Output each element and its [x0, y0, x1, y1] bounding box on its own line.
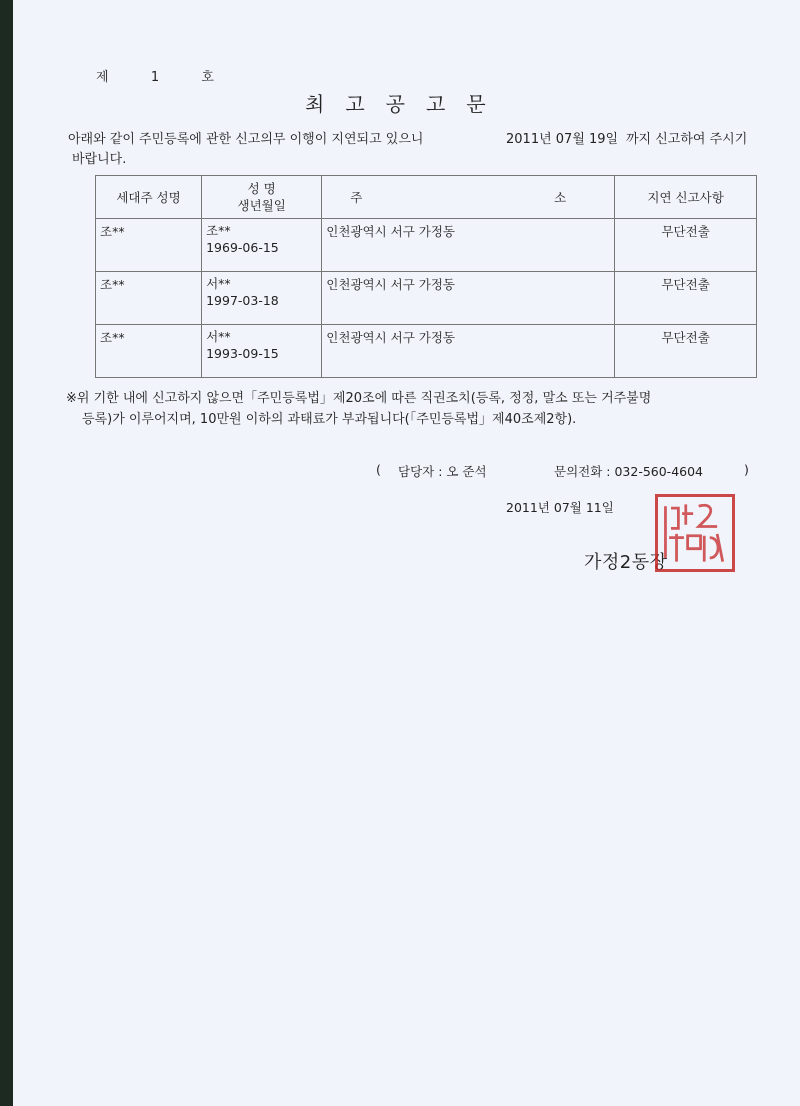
cell-status: 무단전출 — [615, 219, 757, 272]
cell-status: 무단전출 — [615, 325, 757, 378]
cell-name-birth — [202, 272, 322, 325]
document-title: 최고공고문 — [305, 92, 507, 116]
legal-notice — [66, 388, 766, 430]
intro-paragraph — [68, 130, 768, 170]
cell-status: 무단전출 — [615, 272, 757, 325]
header-address-1: 주 — [350, 190, 363, 205]
cell-address: 인천광역시 서구 가정동 — [322, 272, 615, 325]
seal-graphic — [658, 497, 732, 569]
header-name: 성 명 — [247, 181, 276, 196]
intro-tail: 까지 신고하여 주시기 — [626, 132, 748, 147]
doc-number-value: 1 — [150, 70, 160, 85]
cell-address: 인천광역시 서구 가정동 — [322, 325, 615, 378]
document-number — [96, 66, 214, 85]
header-address-2: 소 — [554, 190, 567, 205]
intro-line1: 아래와 같이 주민등록에 관한 신고의무 이행이 지연되고 있으니 — [68, 132, 424, 147]
table-header-row — [96, 176, 757, 219]
deadline-date: 2011년 07월 19일 — [506, 132, 619, 147]
cell-birth: 1997-03-18 — [206, 293, 279, 308]
official-seal-icon — [655, 494, 735, 572]
header-name-birth — [202, 176, 322, 219]
header-status: 지연 신고사항 — [615, 176, 757, 219]
table-row — [96, 272, 757, 325]
cell-householder: 조** — [96, 272, 202, 325]
cell-name-birth — [202, 325, 322, 378]
doc-number-suffix: 호 — [201, 70, 214, 85]
header-address — [322, 176, 615, 219]
contact-phone: 문의전화 : 032-560-4604 — [554, 464, 704, 479]
doc-number-prefix: 제 — [96, 70, 109, 85]
intro-line2: 바랍니다. — [72, 152, 127, 167]
table-row — [96, 325, 757, 378]
scan-edge — [0, 0, 13, 1106]
cell-birth: 1969-06-15 — [206, 240, 279, 255]
cell-name: 서** — [206, 329, 231, 344]
cell-name: 서** — [206, 276, 231, 291]
records-table — [95, 175, 757, 378]
cell-householder: 조** — [96, 219, 202, 272]
notice-line2: 등록)가 이루어지며, 10만원 이하의 과태료가 부과됩니다(「주민등록법」제40조제2항). — [82, 412, 577, 427]
header-birth: 생년월일 — [237, 198, 286, 213]
header-householder: 세대주 성명 — [96, 176, 202, 219]
cell-name: 조** — [206, 223, 231, 238]
contact-paren-close: ) — [744, 462, 749, 477]
issue-date: 2011년 07월 11일 — [506, 500, 614, 515]
notice-line1: ※위 기한 내에 신고하지 않으면「주민등록법」제20조에 따른 직권조치(등록, 정정, 말소 또는 거주불명 — [66, 391, 652, 406]
cell-birth: 1993-09-15 — [206, 346, 279, 361]
cell-householder: 조** — [96, 325, 202, 378]
contact-paren-open: ( — [376, 462, 381, 477]
table-row — [96, 219, 757, 272]
cell-address: 인천광역시 서구 가정동 — [322, 219, 615, 272]
contact-person: 담당자 : 오 준석 — [398, 464, 487, 479]
signer-title: 가정2동장 — [584, 552, 668, 573]
cell-name-birth — [202, 219, 322, 272]
